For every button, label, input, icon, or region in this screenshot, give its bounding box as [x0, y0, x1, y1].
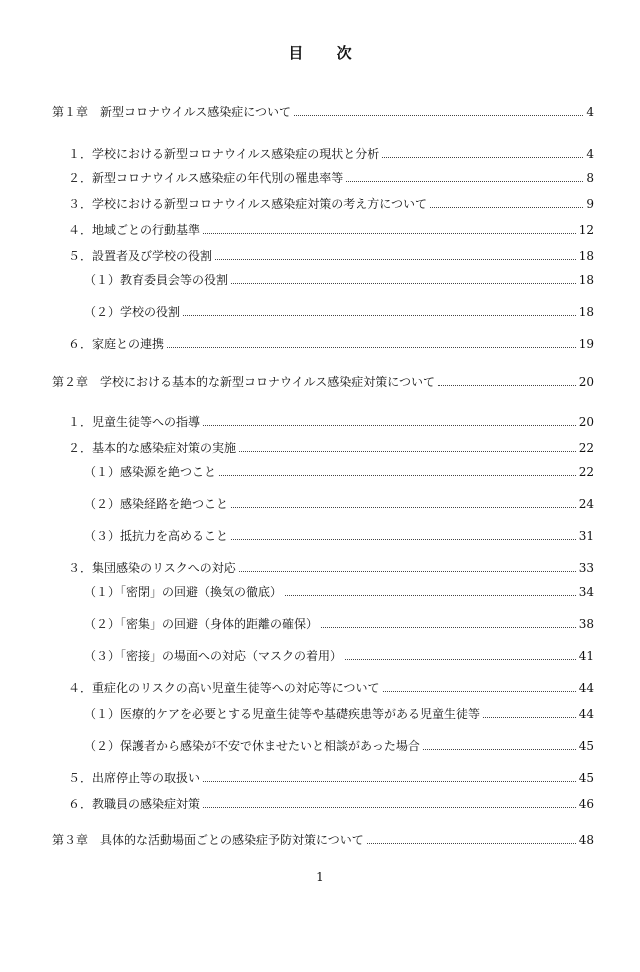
toc-entry-page: 24: [578, 497, 594, 511]
toc-chapter: [0, 100, 640, 120]
toc-entry-label: 第３章 具体的な活動場面ごとの感染症予防対策について: [52, 833, 364, 847]
dot-leader: [239, 571, 576, 572]
dot-leader: [231, 507, 576, 508]
toc-entry-label: ３．集団感染のリスクへの対応: [68, 561, 236, 575]
toc-entry-label: （３）「密接」の場面への対応（マスクの着用）: [84, 649, 343, 663]
toc-entry-page: 44: [578, 707, 594, 721]
toc-entry: [0, 436, 640, 456]
dot-leader: [285, 595, 576, 596]
toc-entry: [0, 492, 640, 512]
dot-leader: [294, 115, 583, 116]
dot-leader: [203, 807, 576, 808]
dot-leader: [430, 207, 583, 208]
toc-entry: [0, 218, 640, 238]
dot-leader: [203, 233, 576, 234]
toc-entry: [0, 556, 640, 576]
toc-entry-label: （２）「密集」の回避（身体的距離の確保）: [84, 617, 319, 631]
page-title: 目 次: [288, 44, 366, 62]
toc-entry-label: （１）医療的ケアを必要とする児童生徒等や基礎疾患等がある児童生徒等: [84, 707, 481, 721]
toc-entry-label: ５．設置者及び学校の役割: [68, 249, 213, 263]
toc-entry-page: 8: [586, 171, 594, 185]
toc-entry-label: ３．学校における新型コロナウイルス感染症対策の考え方について: [68, 197, 428, 211]
toc-entry-label: （１）教育委員会等の役割: [84, 273, 229, 287]
toc-entry-page: 46: [578, 797, 594, 811]
toc-entry: [0, 410, 640, 430]
dot-leader: [239, 451, 576, 452]
dot-leader: [483, 717, 576, 718]
toc-entry: [0, 166, 640, 186]
toc-entry-label: ６．教職員の感染症対策: [68, 797, 201, 811]
dot-leader: [346, 181, 583, 182]
dot-leader: [167, 347, 576, 348]
toc-entry-label: 第２章 学校における基本的な新型コロナウイルス感染症対策について: [52, 375, 436, 389]
toc-entry-label: （３）抵抗力を高めること: [84, 529, 229, 543]
toc-entry-label: ６．家庭との連携: [68, 337, 165, 351]
toc-entry-label: ４．重症化のリスクの高い児童生徒等への対応等について: [68, 681, 380, 695]
toc-entry-page: 19: [578, 337, 594, 351]
toc-entry-page: 31: [578, 529, 594, 543]
dot-leader: [203, 425, 576, 426]
dot-leader: [231, 283, 576, 284]
dot-leader: [438, 385, 576, 386]
toc-entry-page: 41: [578, 649, 594, 663]
toc-entry-label: 第１章 新型コロナウイルス感染症について: [52, 105, 292, 119]
dot-leader: [383, 691, 576, 692]
dot-leader: [219, 475, 576, 476]
toc-entry-page: 20: [578, 375, 594, 389]
toc-entry: [0, 676, 640, 696]
dot-leader: [367, 843, 576, 844]
toc-entry: [0, 268, 640, 288]
toc-entry-page: 12: [578, 223, 594, 237]
toc-entry-page: 38: [578, 617, 594, 631]
toc-entry: [0, 644, 640, 664]
toc-entry-page: 4: [586, 147, 594, 161]
toc-entry: [0, 612, 640, 632]
dot-leader: [231, 539, 576, 540]
toc-entry-label: １．児童生徒等への指導: [68, 415, 201, 429]
toc-chapter: [0, 370, 640, 390]
dot-leader: [203, 781, 576, 782]
toc-entry-page: 33: [578, 561, 594, 575]
toc-entry-label: （２）保護者から感染が不安で休ませたいと相談があった場合: [84, 739, 420, 753]
toc-entry-page: 45: [578, 771, 594, 785]
toc-entry: [0, 244, 640, 264]
toc-entry: [0, 734, 640, 754]
toc-chapter: [0, 828, 640, 848]
toc-entry-label: （２）学校の役割: [84, 305, 181, 319]
toc-entry-label: （１）「密閉」の回避（換気の徹底）: [84, 585, 283, 599]
toc-entry-label: ２．基本的な感染症対策の実施: [68, 441, 237, 455]
toc-entry: [0, 460, 640, 480]
dot-leader: [345, 659, 576, 660]
toc-entry: [0, 792, 640, 812]
toc-entry: [0, 142, 640, 162]
toc-entry-label: １．学校における新型コロナウイルス感染症の現状と分析: [68, 147, 380, 161]
toc-entry-label: ４．地域ごとの行動基準: [68, 223, 201, 237]
toc-entry: [0, 192, 640, 212]
dot-leader: [423, 749, 576, 750]
toc-entry-page: 18: [578, 305, 594, 319]
toc-entry-page: 45: [578, 739, 594, 753]
toc-entry-label: ２．新型コロナウイルス感染症の年代別の罹患率等: [68, 171, 344, 185]
dot-leader: [382, 157, 583, 158]
toc-entry: [0, 300, 640, 320]
toc-entry-page: 44: [578, 681, 594, 695]
toc-entry-page: 20: [578, 415, 594, 429]
dot-leader: [183, 315, 576, 316]
dot-leader: [321, 627, 576, 628]
toc-entry-page: 22: [578, 465, 594, 479]
toc-entry-page: 9: [586, 197, 594, 211]
toc-entry-label: （１）感染源を絶つこと: [84, 465, 217, 479]
toc-entry-page: 18: [578, 273, 594, 287]
toc-entry: [0, 524, 640, 544]
page-number: 1: [316, 870, 324, 884]
toc-entry: [0, 332, 640, 352]
toc-entry-label: （２）感染経路を絶つこと: [84, 497, 229, 511]
toc-entry-page: 4: [586, 105, 594, 119]
toc-entry: [0, 580, 640, 600]
toc-entry-page: 22: [578, 441, 594, 455]
toc-entry: [0, 702, 640, 722]
toc-entry-page: 48: [578, 833, 594, 847]
toc-entry-page: 18: [578, 249, 594, 263]
toc-entry: [0, 766, 640, 786]
toc-entry-label: ５．出席停止等の取扱い: [68, 771, 201, 785]
toc-entry-page: 34: [578, 585, 594, 599]
dot-leader: [215, 259, 576, 260]
